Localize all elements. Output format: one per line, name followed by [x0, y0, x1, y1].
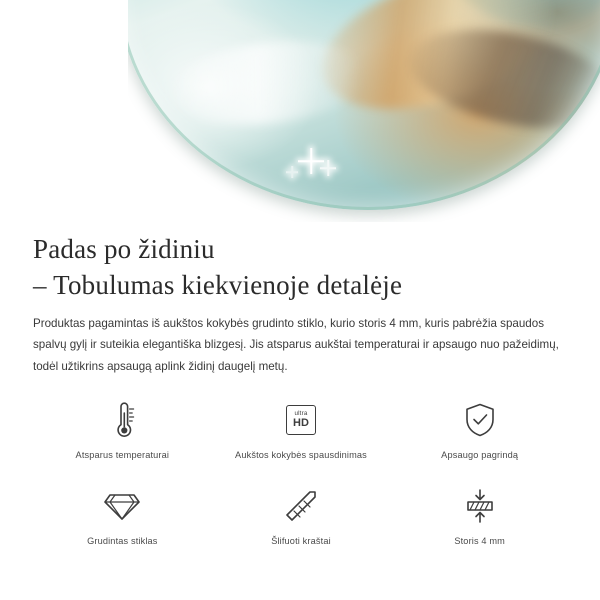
- thermometer-icon: [105, 398, 139, 442]
- feature-label: Aukštos kokybės spausdinimas: [235, 450, 367, 460]
- feature-label: Grudintas stiklas: [87, 536, 158, 546]
- feature-item-print-quality: [212, 398, 391, 468]
- hero-image: [0, 0, 600, 222]
- headline-line-2: – Tobulumas kiekvienoje detalėje: [33, 269, 403, 300]
- feature-label: Storis 4 mm: [454, 536, 505, 546]
- ultra-hd-badge-bottom: HD: [293, 417, 309, 430]
- feature-item-temperature: [33, 398, 212, 468]
- hero-left-gutter: [0, 0, 128, 222]
- feature-grid: [33, 398, 569, 554]
- diamond-icon: [102, 484, 142, 528]
- ultra-hd-icon: [286, 398, 316, 442]
- disc-rim: [118, 0, 600, 210]
- shield-check-icon: [462, 398, 498, 442]
- feature-item-tempered-glass: [33, 484, 212, 554]
- page-title: [33, 232, 573, 303]
- headline-line-1: Padas po židiniu: [33, 234, 215, 264]
- polished-edges-icon: [282, 484, 320, 528]
- feature-label: Apsaugo pagrindą: [441, 450, 519, 460]
- thickness-arrows-icon: [460, 484, 500, 528]
- feature-item-polished-edges: [212, 484, 391, 554]
- feature-item-surface-protection: [390, 398, 569, 468]
- feature-label: Šlifuoti kraštai: [271, 536, 331, 546]
- feature-label: Atsparus temperaturai: [75, 450, 170, 460]
- feature-item-thickness: [390, 484, 569, 554]
- body-paragraph: Produktas pagamintas iš aukštos kokybės grudinto stiklo, kurio storis 4 mm, kuris pabrėžia spaudos spalvų gylį ir suteikia elegantiška blizgesį. Jis atsparus aukštai temperaturai ir apsaugo nuo pažeidimų, todėl užtikrins apsaugą aplink židinį daugelį metų.: [33, 317, 559, 373]
- marble-glass-disc: [118, 0, 600, 210]
- ultra-hd-badge-top: ultra: [294, 409, 308, 417]
